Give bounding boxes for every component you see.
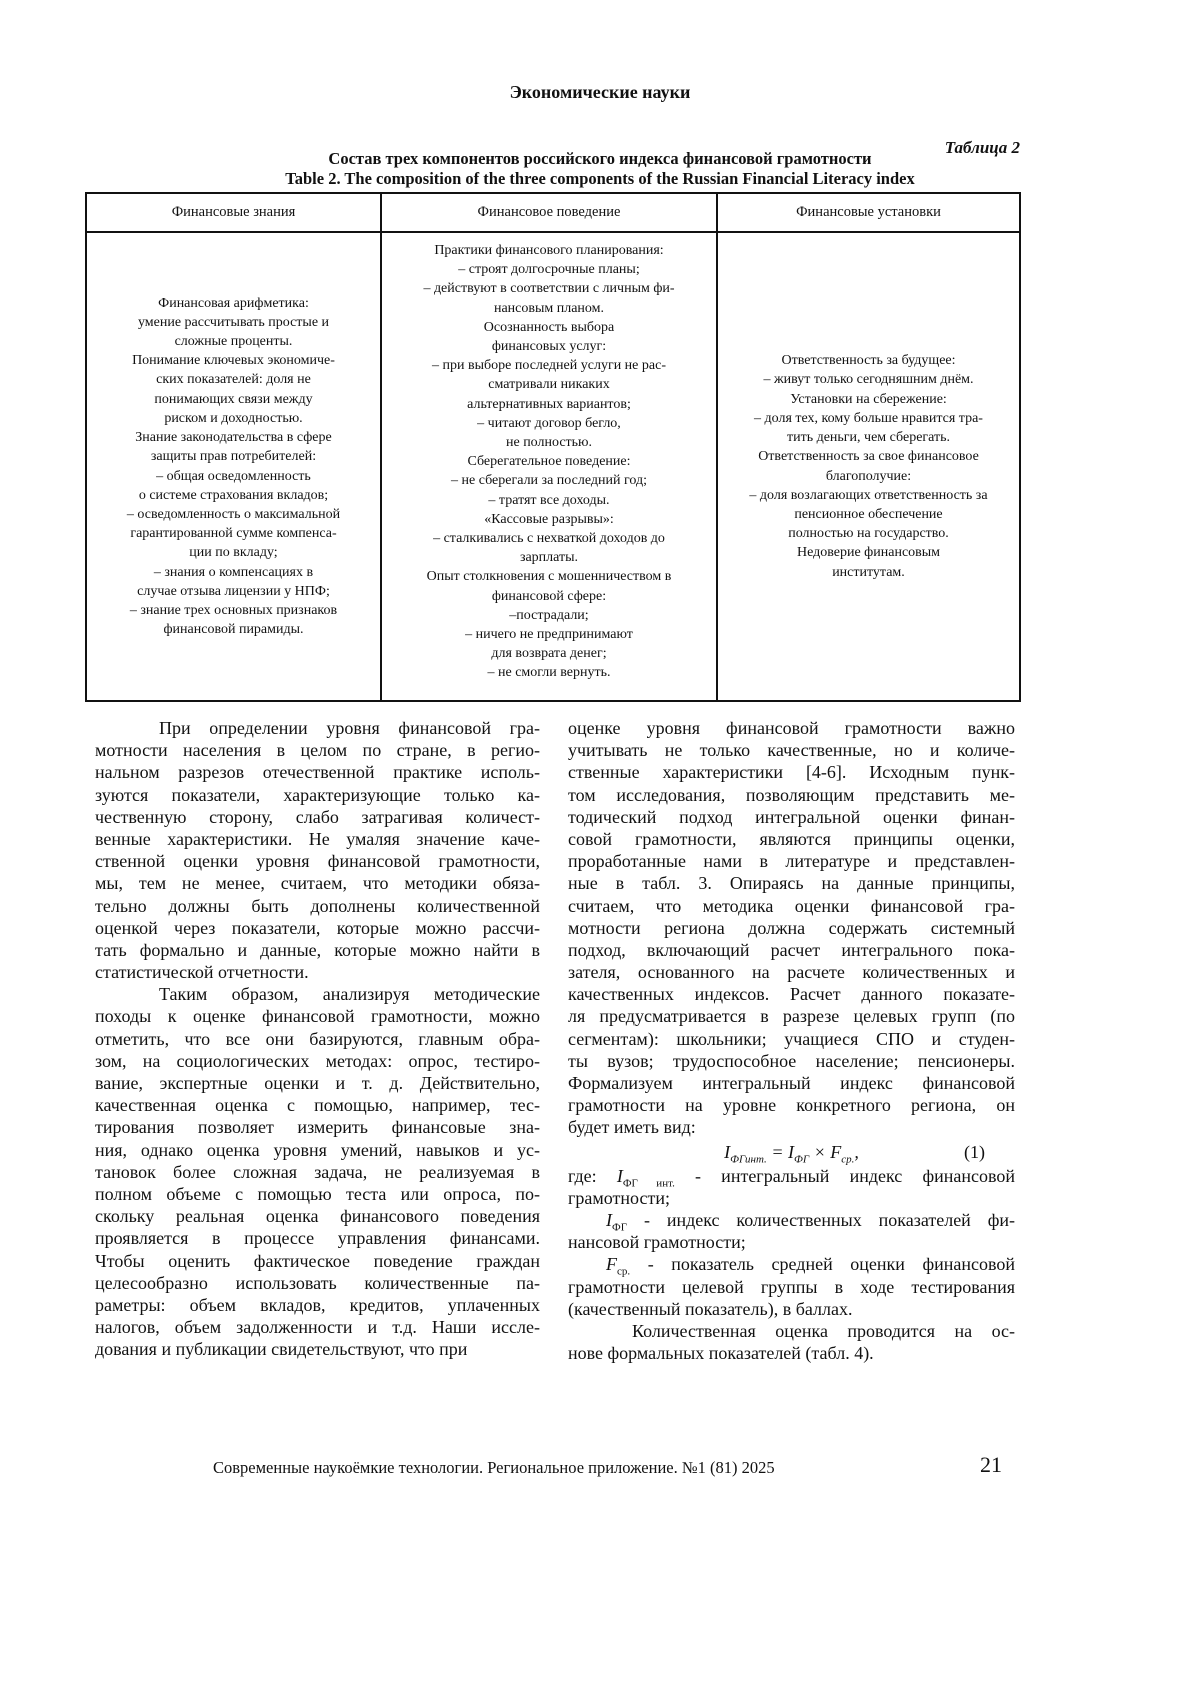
cell-line: полностью на государство. bbox=[788, 526, 949, 542]
cell-line: Ответственность за будущее: bbox=[781, 353, 956, 369]
cell-line: Недоверие финансовым bbox=[796, 545, 941, 561]
cell-line: – действуют в соответствии с личным фи- bbox=[423, 281, 675, 297]
cell-line: – строят долгосрочные планы; bbox=[458, 262, 640, 278]
cell-line: не полностью. bbox=[505, 435, 593, 451]
cell-line: финансовой пирамиды. bbox=[163, 622, 304, 638]
text-line: проявляется в процессе управления финансами. bbox=[95, 1228, 540, 1249]
text-line: мотности региона должна содержать системный bbox=[568, 917, 1015, 938]
cell-line: о системе страхования вкладов; bbox=[138, 487, 329, 503]
text-line: считаем, что методика оценки финансовой гра- bbox=[568, 895, 1015, 916]
text-line: зателя, основанного на расчете количественных и bbox=[568, 962, 1015, 983]
cell-line: финансовых услуг: bbox=[491, 339, 607, 355]
cell-line: – при выборе последней услуги не рас- bbox=[432, 358, 666, 374]
text-line: При определении уровня финансовой гра- bbox=[159, 718, 540, 738]
cell-line: – не смогли вернуть. bbox=[487, 665, 611, 681]
text-line: Количественная оценка проводится на ос- bbox=[632, 1320, 1015, 1341]
table-header: Финансовое поведение bbox=[381, 193, 717, 232]
cell-line: для возврата денег; bbox=[491, 646, 607, 662]
text-line: Чтобы оценить фактическое поведение граждан bbox=[95, 1250, 540, 1271]
text-line: тодический подход интегральной оценки финан- bbox=[568, 806, 1015, 827]
formula-number: (1) bbox=[964, 1141, 985, 1162]
text-line: подход, включающий расчет интегрального пока- bbox=[568, 939, 1015, 960]
cell-line: Опыт столкновения с мошенничеством в bbox=[426, 569, 672, 585]
text-line: тать формально и данные, которые можно найти в bbox=[95, 939, 540, 960]
table-caption-en: Table 2. The composition of the three components of the Russian Financial Literacy index bbox=[285, 169, 915, 188]
text-line: тирования позволяет измерить финансовые зна- bbox=[95, 1117, 540, 1138]
table-caption-ru: Состав трех компонентов российского индекса финансовой грамотности bbox=[328, 149, 872, 168]
cell-line: «Кассовые разрывы»: bbox=[484, 511, 614, 527]
cell-line: риском и доходностью. bbox=[164, 410, 303, 426]
text-line: ные в табл. 3. Опираясь на данные принципы, bbox=[568, 873, 1015, 894]
cell-line: – сталкивались с нехваткой доходов до bbox=[433, 531, 665, 547]
text-line: проработанные нами в литературе и представлен- bbox=[568, 851, 1015, 872]
text-line: ты вузов; трудоспособное население; пенсионеры. bbox=[568, 1050, 1015, 1071]
cell-line: – общая осведомленность bbox=[156, 468, 311, 484]
section-header: Экономические науки bbox=[509, 82, 691, 102]
cell-line: Практики финансового планирования: bbox=[434, 243, 664, 258]
table-label: Таблица 2 bbox=[944, 138, 1020, 157]
text-line: мы, тем не менее, считаем, что методики обяза- bbox=[95, 873, 540, 894]
text-line: совой грамотности, являются принципы оценки, bbox=[568, 828, 1015, 849]
cell-line: Знание законодательства в сфере bbox=[135, 430, 332, 446]
cell-line: ских показателей: доля не bbox=[156, 372, 311, 388]
components-table bbox=[85, 192, 1021, 702]
text-line: скольку реальная оценка финансового поведения bbox=[95, 1206, 540, 1227]
text-line: чественную сторону, слабо затрагивая количест- bbox=[95, 806, 540, 827]
text-line: венные характеристики. Не умаляя значение каче- bbox=[95, 828, 540, 849]
definition-line: грамотности; bbox=[568, 1187, 670, 1208]
text-line: ля предусматривается в разрезе целевых групп (по bbox=[568, 1006, 1015, 1027]
cell-line: – доля возлагающих ответственность за bbox=[749, 487, 988, 503]
cell-line: – ничего не предпринимают bbox=[465, 627, 633, 643]
text-line: вание, экспертные оценки и т. д. Действительно, bbox=[95, 1073, 540, 1093]
definition-line: где: $I_{ФГ инт.}$ - интегральный индекс финансовой bbox=[568, 1165, 1016, 1190]
cell-line: гарантированной сумме компенса- bbox=[130, 526, 337, 542]
cell-line: Понимание ключевых экономиче- bbox=[132, 353, 335, 369]
text-line: учитывать не только качественные, но и количе- bbox=[568, 740, 1015, 761]
cell-line: сматривали никаких bbox=[488, 377, 610, 393]
text-line: целесообразно использовать количественные па- bbox=[95, 1272, 540, 1293]
cell-line: благополучие: bbox=[825, 468, 912, 484]
cell-line: финансовой сфере: bbox=[491, 588, 607, 604]
table-cell-knowledge bbox=[86, 232, 381, 701]
text-line: Таким образом, анализируя методические bbox=[159, 984, 540, 1005]
text-line: мотности населения в целом по стране, в регио- bbox=[95, 740, 540, 761]
text-line: качественных индексов. Расчет данного показате- bbox=[568, 984, 1015, 1005]
text-line: качественная оценка с помощью, например, тес- bbox=[95, 1095, 540, 1116]
text-line: тановок более сложная задача, не реализуемая в bbox=[95, 1161, 540, 1182]
cell-line: зарплаты. bbox=[519, 550, 579, 566]
page-number: 21 bbox=[980, 1452, 1002, 1477]
text-line: налогов, объем задолженности и т.д. Наши иссле- bbox=[95, 1317, 540, 1338]
cell-line: – не сберегали за последний год; bbox=[451, 473, 647, 489]
definition-line: (качественный показатель), в баллах. bbox=[568, 1298, 853, 1319]
table-header: Финансовые знания bbox=[86, 193, 381, 232]
cell-line: Установки на сбережение: bbox=[790, 391, 947, 407]
cell-line: ции по вкладу; bbox=[189, 545, 278, 561]
cell-line: – читают договор бегло, bbox=[477, 415, 621, 431]
text-line: нове формальных показателей (табл. 4). bbox=[568, 1343, 874, 1364]
text-line: грамотности на уровне конкретного региона, он bbox=[568, 1095, 1015, 1116]
text-line: раметры: объем вкладов, кредитов, уплаченных bbox=[95, 1294, 540, 1315]
text-line: сегментам): школьники; учащиеся СПО и студен- bbox=[568, 1028, 1015, 1049]
cell-line: – знания о компенсациях в bbox=[153, 564, 314, 580]
text-line: зом, на социологических методах: опрос, тестиро- bbox=[95, 1050, 540, 1071]
text-line: зуются показатели, характеризующие только ка- bbox=[95, 784, 540, 805]
cell-line: альтернативных вариантов; bbox=[467, 396, 631, 412]
table-cell-attitudes bbox=[717, 232, 1020, 701]
cell-line: понимающих связи между bbox=[154, 391, 313, 407]
cell-line: случае отзыва лицензии у НПФ; bbox=[137, 583, 330, 599]
text-line: отметить, что все они базируются, главным обра- bbox=[95, 1028, 540, 1049]
text-line: ственные характеристики [4-6]. Исходным пунк- bbox=[568, 762, 1015, 783]
cell-line: Финансовая арифметика: bbox=[158, 295, 309, 311]
text-line: тельно должны быть дополнены количественной bbox=[95, 895, 540, 916]
text-line: нальном разрезов отечественной практике исполь- bbox=[95, 762, 540, 783]
cell-line: пенсионное обеспечение bbox=[794, 506, 943, 522]
journal-footer: Современные наукоёмкие технологии. Региональное приложение. №1 (81) 2025 bbox=[213, 1458, 775, 1477]
cell-line: – знание трех основных признаков bbox=[129, 602, 338, 618]
left-column bbox=[95, 717, 540, 1360]
text-line: походы к оценке финансовой грамотности, можно bbox=[95, 1006, 540, 1027]
text-line: ственной оценки уровня финансовой грамотности, bbox=[95, 851, 540, 872]
text-line: будет иметь вид: bbox=[568, 1117, 696, 1138]
cell-line: защиты прав потребителей: bbox=[150, 449, 317, 465]
definition-line: $F_{ср.}$ - показатель средней оценки финансовой bbox=[606, 1254, 1015, 1278]
definition-line: грамотности целевой группы в ходе тестирования bbox=[568, 1276, 1015, 1297]
formula-1: $I_{ФГинт.} = I_{ФГ} \times F_{ср.}$, (1) bbox=[568, 1139, 1015, 1165]
text-line: оценкой через показатели, которые можно рассчи- bbox=[95, 917, 540, 938]
cell-line: Осознанность выбора bbox=[483, 319, 615, 335]
text-line: дования и публикации свидетельствуют, что при bbox=[95, 1339, 468, 1360]
table-cell-behavior bbox=[381, 232, 717, 701]
definition-line: $I_{ФГ}$ - индекс количественных показателей фи- bbox=[606, 1209, 1015, 1234]
text-line: оценке уровня финансовой грамотности важно bbox=[568, 718, 1015, 738]
cell-line: Ответственность за свое финансовое bbox=[758, 449, 979, 465]
cell-line: тить деньги, чем сберегать. bbox=[786, 430, 951, 446]
definition-line: нансовой грамотности; bbox=[568, 1232, 746, 1253]
cell-line: институтам. bbox=[832, 564, 905, 580]
cell-line: сложные проценты. bbox=[174, 334, 293, 350]
text-line: ния, однако оценка уровня умений, навыков и ус- bbox=[95, 1139, 540, 1160]
cell-line: – живут только сегодняшним днём. bbox=[763, 372, 974, 388]
cell-line: – доля тех, кому больше нравится тра- bbox=[754, 410, 983, 426]
right-column bbox=[568, 717, 1015, 1364]
text-line: Формализуем интегральный индекс финансовой bbox=[568, 1073, 1015, 1093]
cell-line: Сберегательное поведение: bbox=[467, 454, 631, 470]
cell-line: нансовым планом. bbox=[493, 300, 605, 316]
cell-line: – тратят все доходы. bbox=[488, 492, 610, 508]
cell-line: – осведомленность о максимальной bbox=[126, 506, 341, 522]
text-line: статистической отчетности. bbox=[95, 962, 309, 983]
cell-line: –пострадали; bbox=[509, 607, 589, 623]
table-header: Финансовые установки bbox=[717, 193, 1020, 232]
text-line: том исследования, позволяющим представить ме- bbox=[568, 784, 1015, 805]
cell-line: умение рассчитывать простые и bbox=[137, 314, 330, 330]
text-line: полном объеме с помощью теста или опроса, по- bbox=[95, 1183, 540, 1204]
